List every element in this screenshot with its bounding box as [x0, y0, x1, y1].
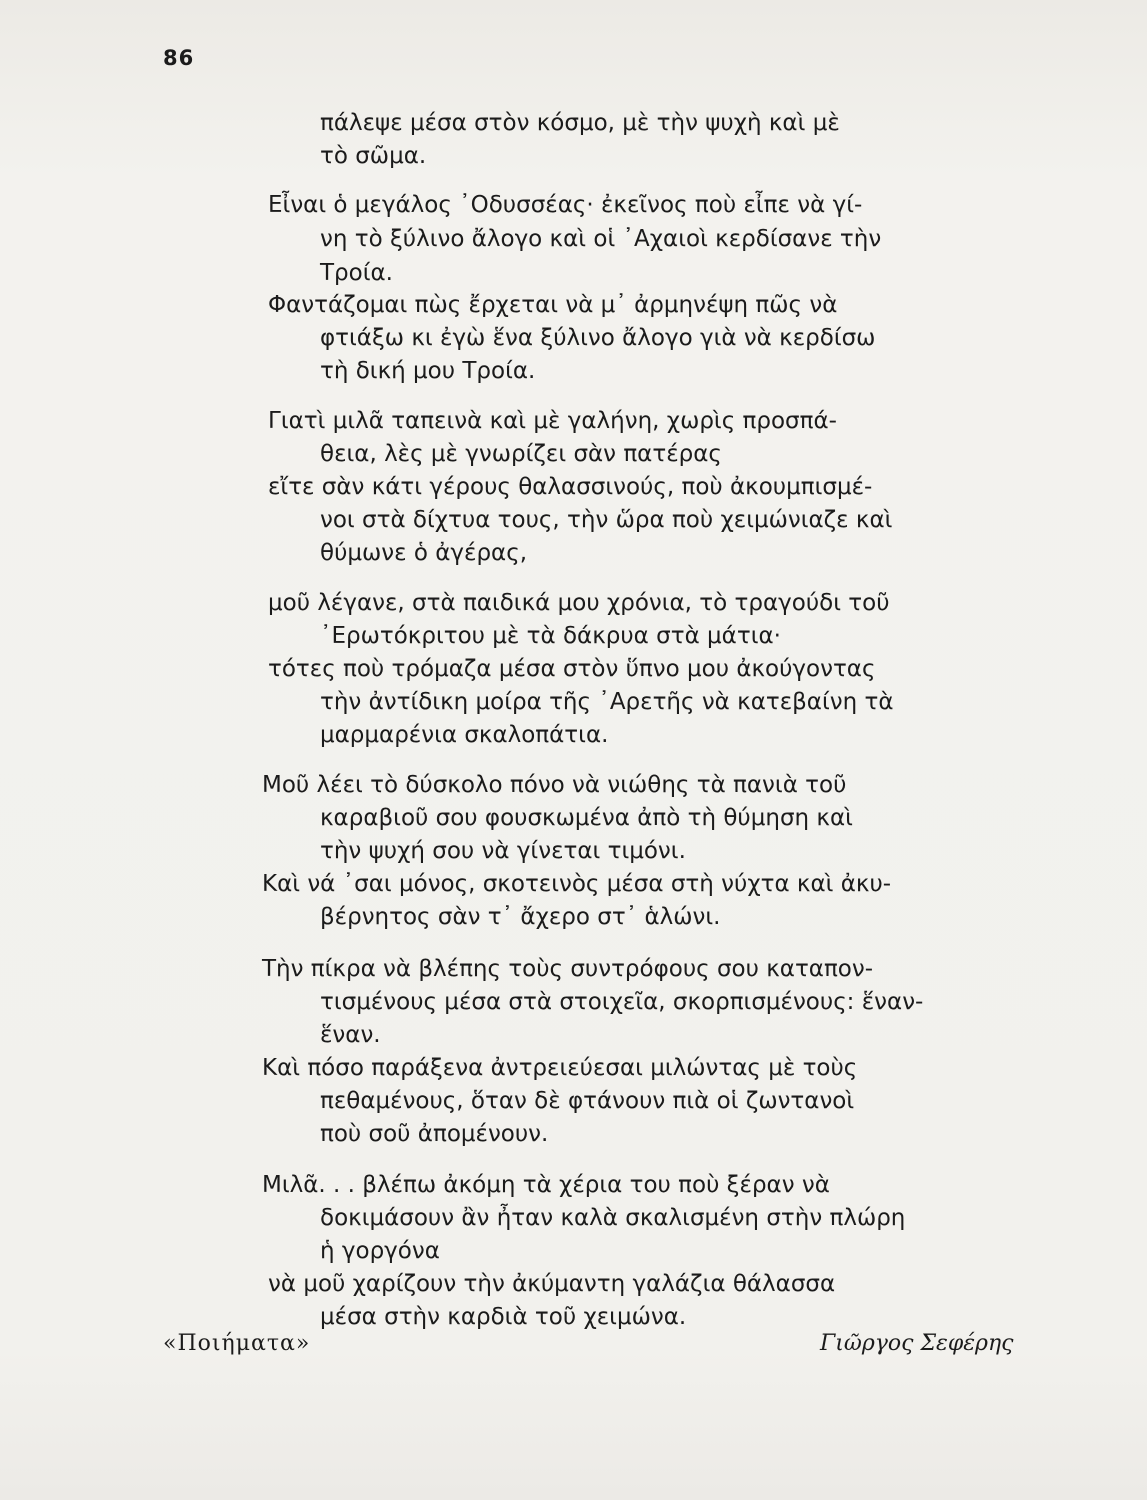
poem-line: τὴ δική μου Τροία.: [320, 358, 536, 384]
poem-line: φτιάξω κι ἐγὼ ἕνα ξύλινο ἄλογο γιὰ νὰ κερδίσω: [320, 325, 876, 351]
poem-line: ἡ γοργόνα: [320, 1238, 440, 1264]
poem-line: θεια, λὲς μὲ γνωρίζει σὰν πατέρας: [320, 441, 722, 467]
poem-line: τὴν ψυχή σου νὰ γίνεται τιμόνι.: [320, 838, 686, 864]
poem-line: Γιατὶ μιλᾶ ταπεινὰ καὶ μὲ γαλήνη, χωρὶς προσπά-: [268, 408, 837, 434]
poem-line: τότες ποὺ τρόμαζα μέσα στὸν ὕπνο μου ἀκούγοντας: [268, 656, 876, 682]
poem-line: πεθαμένους, ὅταν δὲ φτάνουν πιὰ οἱ ζωντανοὶ: [320, 1088, 855, 1114]
poem-line: μέσα στὴν καρδιὰ τοῦ χειμώνα.: [320, 1304, 687, 1330]
page-number: 86: [163, 46, 195, 70]
poem-line: Καὶ νά ᾿σαι μόνος, σκοτεινὸς μέσα στὴ νύχτα καὶ ἀκυ-: [262, 871, 892, 897]
poem-line: Τὴν πίκρα νὰ βλέπης τοὺς συντρόφους σου καταπον-: [262, 956, 874, 982]
poem-line: νη τὸ ξύλινο ἄλογο καὶ οἱ ᾿Αχαιοὶ κερδίσανε τὴν: [320, 226, 882, 252]
poem-line: Τροία.: [320, 260, 393, 286]
poem-line: βέρνητος σὰν τ᾿ ἄχερο στ᾿ ἁλώνι.: [320, 904, 721, 930]
poem-line: ἕναν.: [320, 1022, 381, 1048]
poem-line: νοι στὰ δίχτυα τους, τὴν ὥρα ποὺ χειμώνιαζε καὶ: [320, 507, 893, 533]
poem-line: ποὺ σοῦ ἀπομένουν.: [320, 1121, 549, 1147]
poem-line: Εἶναι ὁ μεγάλος ᾿Οδυσσέας· ἐκεῖνος ποὺ εἶπε νὰ γί-: [268, 192, 863, 218]
poem-line: Καὶ πόσο παράξενα ἀντρειεύεσαι μιλώντας μὲ τοὺς: [262, 1055, 858, 1081]
poem-line: μοῦ λέγανε, στὰ παιδικά μου χρόνια, τὸ τραγούδι τοῦ: [268, 590, 890, 616]
poem-line: τὴν ἀντίδικη μοίρα τῆς ᾿Αρετῆς νὰ κατεβαίνη τὰ: [320, 689, 894, 715]
poem-line: Μοῦ λέει τὸ δύσκολο πόνο νὰ νιώθης τὰ πανιὰ τοῦ: [262, 772, 847, 798]
poem-line: πάλεψε μέσα στὸν κόσμο, μὲ τὴν ψυχὴ καὶ μὲ: [320, 110, 840, 136]
poem-line: εἴτε σὰν κάτι γέρους θαλασσινούς, ποὺ ἀκουμπισμέ-: [268, 474, 873, 500]
poem-line: ᾿Ερωτόκριτου μὲ τὰ δάκρυα στὰ μάτια·: [320, 623, 781, 649]
poem-line: Φαντάζομαι πὼς ἔρχεται νὰ μ᾿ ἀρμηνέψη πῶς νὰ: [268, 292, 838, 318]
poem-line: τισμένους μέσα στὰ στοιχεῖα, σκορπισμένους: ἕναν-: [320, 989, 924, 1015]
poem-line: καραβιοῦ σου φουσκωμένα ἀπὸ τὴ θύμηση καὶ: [320, 805, 853, 831]
poem-line: νὰ μοῦ χαρίζουν τὴν ἀκύμαντη γαλάζια θάλασσα: [268, 1271, 836, 1297]
source-title: «Ποιήματα»: [163, 1331, 311, 1356]
poem-line: δοκιμάσουν ἂν ἦταν καλὰ σκαλισμένη στὴν πλώρη: [320, 1205, 906, 1231]
poem-line: θύμωνε ὁ ἀγέρας,: [320, 540, 528, 566]
poem-line: Μιλᾶ. . . βλέπω ἀκόμη τὰ χέρια του ποὺ ξέραν νὰ: [262, 1172, 830, 1198]
author-name: Γιῶργος Σεφέρης: [820, 1331, 1014, 1356]
poem-line: τὸ σῶμα.: [320, 143, 427, 169]
poem-line: μαρμαρένια σκαλοπάτια.: [320, 722, 609, 748]
